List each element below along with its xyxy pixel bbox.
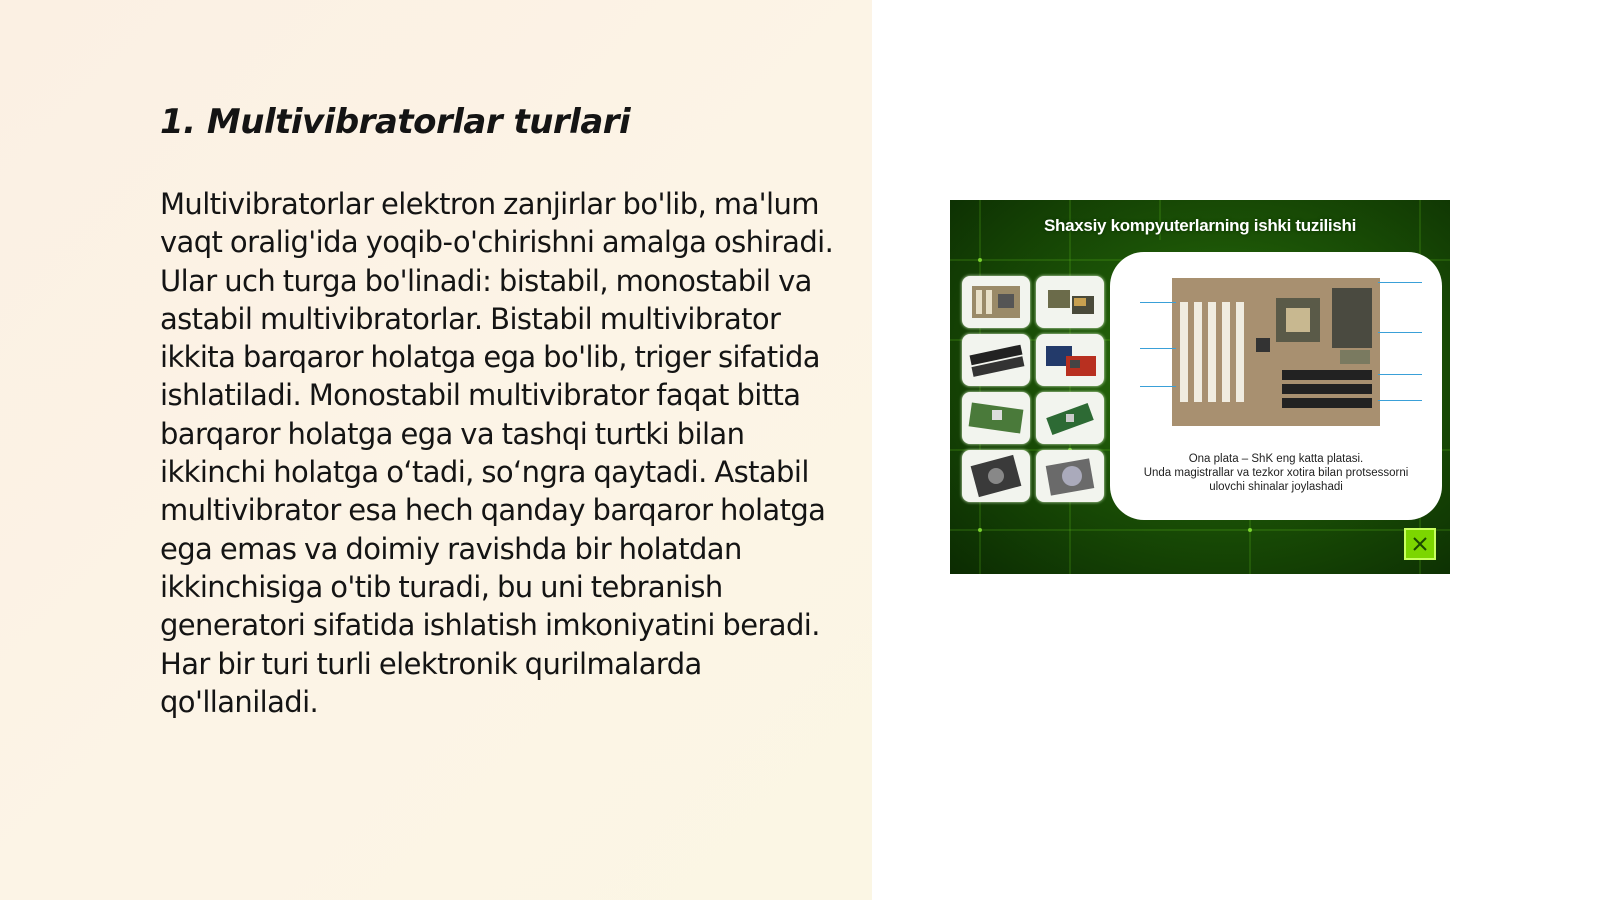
close-icon bbox=[1411, 535, 1429, 553]
slide-title: 1. Multivibratorlar turlari bbox=[160, 102, 631, 142]
component-thumb bbox=[1036, 392, 1104, 444]
caption-line: ulovchi shinalar joylashadi bbox=[1209, 481, 1343, 493]
figure-caption bbox=[1110, 452, 1442, 494]
component-thumb bbox=[1036, 334, 1104, 386]
figure-title: Shaxsiy kompyuterlarning ishki tuzilishi bbox=[1043, 216, 1357, 235]
component-thumb bbox=[1036, 450, 1104, 502]
motherboard-image bbox=[1172, 278, 1380, 426]
component-thumb bbox=[962, 334, 1030, 386]
component-thumb bbox=[962, 392, 1030, 444]
motherboard-card bbox=[1110, 252, 1442, 520]
slide-body-text: Multivibratorlar elektron zanjirlar bo'lib, ma'lum vaqt oralig'ida yoqib-o'chirishni amalga oshiradi. Ular uch turga bo'linadi: bistabil, monostabil va astabil multivibratorlar. Bistabil multivibrator ikkita barqaror holatga ega bo'lib, triger sifatida ishlatiladi. Monostabil multivibrator faqat bitta barqaror holatga ega va tashqi turtki bilan ikkinchi holatga o‘tadi, so‘ngra qaytadi. Astabil multivibrator esa hech qanday barqaror holatga ega emas va doimiy ravishda bir holatdan ikkinchisiga o'tib turadi, bu uni tebranish generatori sifatida ishlatish imkoniyatini beradi. Har bir turi turli elektronik qurilmalarda qo'llaniladi. bbox=[160, 187, 834, 719]
component-thumb bbox=[962, 450, 1030, 502]
caption-line: Unda magistrallar va tezkor xotira bilan protsessorni bbox=[1143, 467, 1409, 479]
pc-components-illustration bbox=[950, 200, 1450, 574]
close-button[interactable] bbox=[1404, 528, 1436, 560]
caption-line: Ona plata – ShK eng katta platasi. bbox=[1188, 453, 1364, 465]
component-thumb bbox=[962, 276, 1030, 328]
component-thumb bbox=[1036, 276, 1104, 328]
